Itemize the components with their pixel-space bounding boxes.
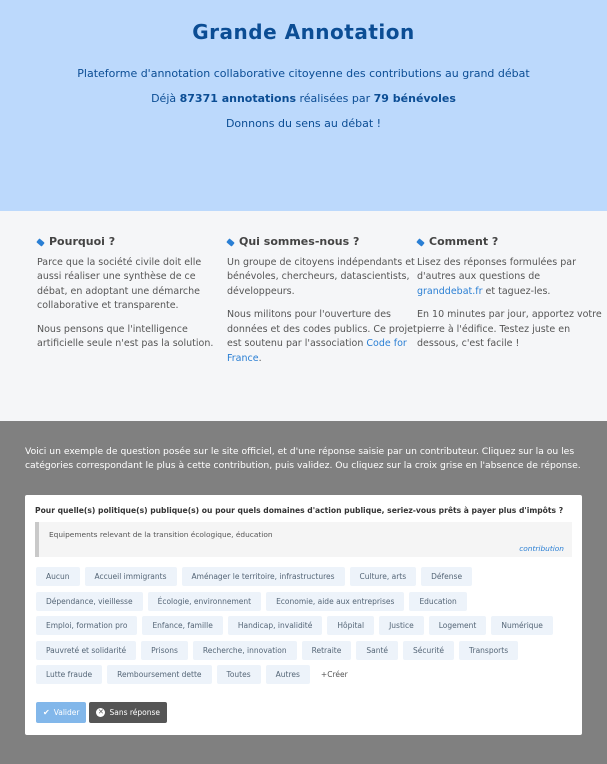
granddebat-link[interactable]: granddebat.fr bbox=[417, 285, 483, 297]
validate-button[interactable] bbox=[36, 702, 86, 723]
category-tag[interactable]: Handicap, invalidité bbox=[228, 616, 323, 635]
category-tag[interactable]: Numérique bbox=[491, 616, 553, 635]
site-subtitle: Plateforme d'annotation collaborative citoyenne des contributions au grand débat bbox=[77, 67, 530, 80]
counter-prefix: Déjà bbox=[151, 92, 180, 105]
how-text: Lisez des réponses formulées par d'autres aux questions de bbox=[417, 256, 576, 282]
category-tag[interactable]: Dépendance, vieillesse bbox=[36, 592, 143, 611]
category-tag[interactable]: Emploi, formation pro bbox=[36, 616, 137, 635]
category-tag[interactable]: Écologie, environnement bbox=[148, 592, 261, 611]
volunteer-count: 79 bénévoles bbox=[373, 92, 456, 105]
answer-source: contribution bbox=[519, 544, 564, 553]
answer-block bbox=[35, 522, 572, 557]
validate-label: Valider bbox=[53, 707, 80, 717]
who-text: Nous militons pour l'ouverture des données et des codes publics. Ce projet est soutenu par l'association bbox=[227, 309, 417, 349]
category-tag[interactable]: Sécurité bbox=[403, 641, 454, 660]
action-bar bbox=[35, 702, 572, 723]
category-tag[interactable]: Accueil immigrants bbox=[85, 567, 177, 586]
category-tag[interactable]: Recherche, innovation bbox=[193, 641, 297, 660]
why-title: Pourquoi ? bbox=[49, 235, 116, 248]
category-tag[interactable]: Education bbox=[409, 592, 466, 611]
who-paragraph-1: Un groupe de citoyens indépendants et bénévoles, chercheurs, datascientists, développeurs. bbox=[227, 256, 415, 297]
category-tag[interactable]: Remboursement dette bbox=[107, 665, 211, 684]
category-tag[interactable]: Culture, arts bbox=[350, 567, 417, 586]
check-icon: ✔ bbox=[43, 707, 50, 717]
hero-section bbox=[0, 0, 607, 211]
tag-icon bbox=[416, 238, 425, 246]
example-section bbox=[0, 421, 607, 735]
how-column bbox=[417, 235, 607, 421]
slogan: Donnons du sens au débat ! bbox=[225, 117, 382, 130]
plus-icon: + bbox=[320, 670, 328, 679]
who-heading bbox=[227, 235, 417, 250]
why-heading bbox=[37, 235, 227, 250]
category-tag[interactable]: Défense bbox=[421, 567, 472, 586]
category-tag[interactable]: Prisons bbox=[141, 641, 188, 660]
tag-icon bbox=[226, 238, 235, 246]
category-tags bbox=[35, 567, 572, 690]
category-tag[interactable]: Autres bbox=[266, 665, 310, 684]
close-icon: ✕ bbox=[98, 707, 104, 716]
counter-middle: réalisées par bbox=[296, 92, 374, 105]
category-tag[interactable]: Lutte fraude bbox=[36, 665, 102, 684]
how-heading bbox=[417, 235, 607, 250]
category-tag[interactable]: Aucun bbox=[36, 567, 80, 586]
no-answer-button[interactable] bbox=[89, 702, 167, 723]
category-tag[interactable]: Enfance, famille bbox=[142, 616, 222, 635]
no-answer-label: Sans réponse bbox=[109, 707, 161, 717]
category-tag[interactable]: Justice bbox=[379, 616, 424, 635]
annotation-card bbox=[25, 495, 582, 735]
example-intro: Voici un exemple de question posée sur le site officiel, et d'une réponse saisie par un contributeur. Cliquez sur la ou les catégories correspondant le plus à cette contribution, puis validez. Ou cliquez sur la croix grise en l'absence de réponse. bbox=[25, 446, 581, 471]
annotation-counter bbox=[0, 92, 607, 105]
why-paragraph-2: Nous pensons que l'intelligence artificielle seule n'est pas la solution. bbox=[37, 323, 214, 349]
answer-text: Equipements relevant de la transition écologique, éducation bbox=[49, 530, 273, 539]
who-title: Qui sommes-nous ? bbox=[239, 235, 360, 248]
category-tag[interactable]: Santé bbox=[356, 641, 398, 660]
who-column bbox=[227, 235, 417, 421]
tag-icon bbox=[36, 238, 45, 246]
category-tag[interactable]: Retraite bbox=[302, 641, 352, 660]
how-paragraph-2: En 10 minutes par jour, apportez votre pierre à l'édifice. Testez juste en dessous, c'est facile ! bbox=[417, 309, 602, 349]
who-suffix: . bbox=[258, 352, 262, 364]
category-tag[interactable]: Aménager le territoire, infrastructures bbox=[182, 567, 345, 586]
who-paragraph-2 bbox=[227, 308, 417, 366]
site-title: Grande Annotation bbox=[192, 20, 415, 44]
create-label: Créer bbox=[327, 670, 348, 679]
create-tag-button[interactable] bbox=[315, 665, 354, 684]
about-section bbox=[0, 211, 607, 421]
category-tag[interactable]: Toutes bbox=[217, 665, 261, 684]
category-tag[interactable]: Economie, aide aux entreprises bbox=[266, 592, 404, 611]
code-for-france-link[interactable]: Code for France bbox=[227, 338, 407, 364]
how-paragraph-1 bbox=[417, 256, 607, 300]
question-text: Pour quelle(s) politique(s) publique(s) ou pour quels domaines d'action publique, seriez-vous prêts à payer plus d'impôts ? bbox=[35, 506, 564, 515]
how-suffix: et taguez-les. bbox=[482, 285, 551, 297]
annotation-count: 87371 annotations bbox=[179, 92, 296, 105]
category-tag[interactable]: Hôpital bbox=[327, 616, 374, 635]
how-title: Comment ? bbox=[429, 235, 499, 248]
category-tag[interactable]: Pauvreté et solidarité bbox=[36, 641, 136, 660]
why-column bbox=[37, 235, 227, 421]
category-tag[interactable]: Logement bbox=[429, 616, 487, 635]
category-tag[interactable]: Transports bbox=[459, 641, 518, 660]
why-paragraph-1: Parce que la société civile doit elle aussi réaliser une synthèse de ce débat, en adoptant une démarche collaborative et transparente. bbox=[37, 256, 202, 311]
